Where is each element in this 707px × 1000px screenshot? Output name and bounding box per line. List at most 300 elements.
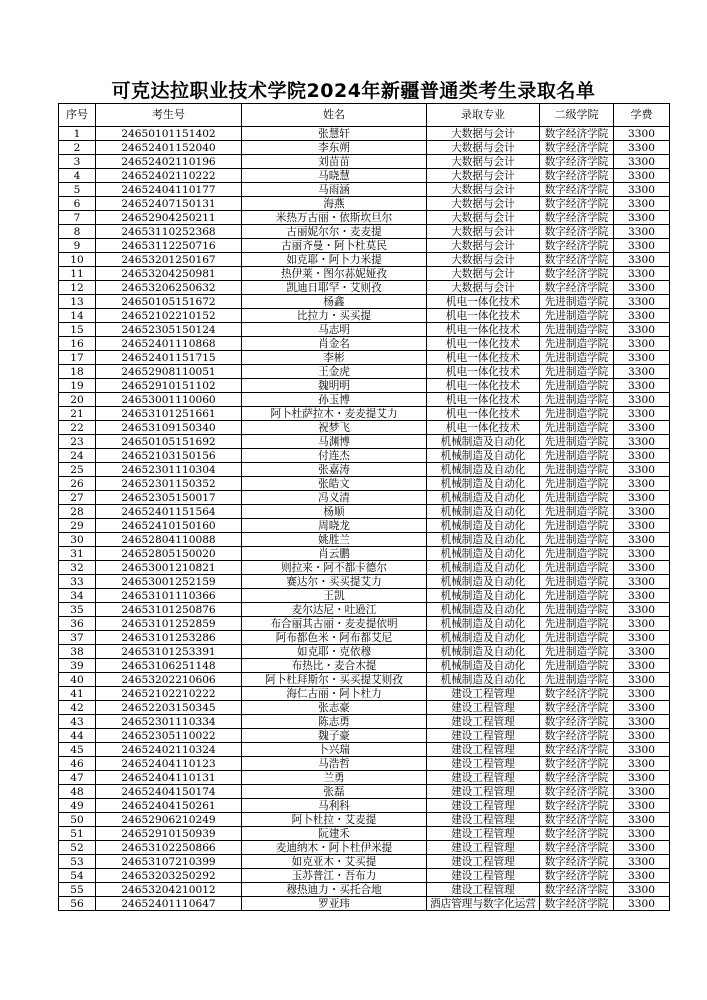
cell-major: 大数据与会计 (427, 183, 540, 197)
cell-fee: 3300 (614, 141, 670, 155)
cell-seq: 55 (59, 883, 96, 897)
table-row (59, 407, 670, 421)
cell-seq: 8 (59, 225, 96, 239)
cell-college: 数字经济学院 (540, 799, 614, 813)
cell-name: 王金虎 (242, 365, 427, 379)
cell-exam-id: 24652910150939 (96, 827, 242, 841)
cell-major: 机械制造及自动化 (427, 631, 540, 645)
table-row (59, 267, 670, 281)
table-row (59, 435, 670, 449)
cell-exam-id: 24653101110366 (96, 589, 242, 603)
cell-major: 机电一体化技术 (427, 309, 540, 323)
cell-seq: 45 (59, 743, 96, 757)
cell-fee: 3300 (614, 253, 670, 267)
cell-college: 先进制造学院 (540, 505, 614, 519)
cell-name: 肖云鹏 (242, 547, 427, 561)
cell-name: 孙玉博 (242, 393, 427, 407)
cell-major: 机械制造及自动化 (427, 519, 540, 533)
cell-seq: 53 (59, 855, 96, 869)
cell-seq: 19 (59, 379, 96, 393)
cell-college: 数字经济学院 (540, 785, 614, 799)
table-row (59, 337, 670, 351)
cell-seq: 2 (59, 141, 96, 155)
table-row (59, 225, 670, 239)
table-row (59, 883, 670, 897)
cell-exam-id: 24652402110196 (96, 155, 242, 169)
cell-college: 先进制造学院 (540, 519, 614, 533)
cell-seq: 17 (59, 351, 96, 365)
cell-major: 机械制造及自动化 (427, 561, 540, 575)
cell-fee: 3300 (614, 309, 670, 323)
cell-name: 阿卜杜拜斯尔・买买提艾则孜 (242, 673, 427, 687)
cell-name: 如克亚木・艾买提 (242, 855, 427, 869)
cell-exam-id: 24652410150160 (96, 519, 242, 533)
cell-college: 数字经济学院 (540, 771, 614, 785)
cell-name: 比拉力・买买提 (242, 309, 427, 323)
cell-exam-id: 24652407150131 (96, 197, 242, 211)
table-row (59, 757, 670, 771)
table-row (59, 281, 670, 295)
cell-fee: 3300 (614, 785, 670, 799)
cell-seq: 46 (59, 757, 96, 771)
cell-exam-id: 24652804110088 (96, 533, 242, 547)
cell-major: 机电一体化技术 (427, 407, 540, 421)
cell-major: 机械制造及自动化 (427, 575, 540, 589)
cell-major: 机械制造及自动化 (427, 645, 540, 659)
table-row (59, 617, 670, 631)
cell-exam-id: 24652805150020 (96, 547, 242, 561)
table-row (59, 827, 670, 841)
cell-major: 机械制造及自动化 (427, 547, 540, 561)
cell-name: 兰勇 (242, 771, 427, 785)
cell-name: 马晓慧 (242, 169, 427, 183)
cell-fee: 3300 (614, 575, 670, 589)
cell-exam-id: 24652402110324 (96, 743, 242, 757)
cell-major: 机械制造及自动化 (427, 491, 540, 505)
cell-major: 建设工程管理 (427, 757, 540, 771)
cell-college: 先进制造学院 (540, 449, 614, 463)
cell-fee: 3300 (614, 365, 670, 379)
cell-name: 麦尔达尼・吐逊江 (242, 603, 427, 617)
cell-fee: 3300 (614, 491, 670, 505)
cell-major: 机电一体化技术 (427, 365, 540, 379)
cell-college: 数字经济学院 (540, 813, 614, 827)
table-row (59, 687, 670, 701)
cell-exam-id: 24652404110131 (96, 771, 242, 785)
cell-college: 数字经济学院 (540, 687, 614, 701)
cell-seq: 27 (59, 491, 96, 505)
cell-name: 周晓龙 (242, 519, 427, 533)
table-row (59, 365, 670, 379)
cell-seq: 44 (59, 729, 96, 743)
cell-college: 数字经济学院 (540, 715, 614, 729)
cell-seq: 52 (59, 841, 96, 855)
table-row (59, 295, 670, 309)
cell-name: 张磊 (242, 785, 427, 799)
header-name: 姓名 (242, 104, 427, 127)
cell-exam-id: 24652910151102 (96, 379, 242, 393)
table-row (59, 631, 670, 645)
table-row (59, 197, 670, 211)
cell-name: 马志明 (242, 323, 427, 337)
cell-exam-id: 24652402110222 (96, 169, 242, 183)
cell-fee: 3300 (614, 281, 670, 295)
cell-seq: 6 (59, 197, 96, 211)
table-row (59, 211, 670, 225)
admission-table (58, 103, 670, 911)
cell-seq: 25 (59, 463, 96, 477)
cell-name: 玉苏普江・吾布力 (242, 869, 427, 883)
cell-college: 先进制造学院 (540, 407, 614, 421)
table-row (59, 547, 670, 561)
cell-name: 阿卜杜萨拉木・麦麦提艾力 (242, 407, 427, 421)
cell-exam-id: 24652301150352 (96, 477, 242, 491)
cell-major: 大数据与会计 (427, 225, 540, 239)
cell-college: 先进制造学院 (540, 631, 614, 645)
cell-college: 先进制造学院 (540, 645, 614, 659)
cell-seq: 7 (59, 211, 96, 225)
cell-college: 数字经济学院 (540, 169, 614, 183)
cell-exam-id: 24652401152040 (96, 141, 242, 155)
cell-major: 大数据与会计 (427, 169, 540, 183)
cell-name: 李彬 (242, 351, 427, 365)
cell-college: 先进制造学院 (540, 603, 614, 617)
cell-college: 先进制造学院 (540, 435, 614, 449)
cell-seq: 34 (59, 589, 96, 603)
cell-college: 数字经济学院 (540, 757, 614, 771)
cell-college: 数字经济学院 (540, 225, 614, 239)
cell-college: 数字经济学院 (540, 827, 614, 841)
table-row (59, 645, 670, 659)
cell-college: 先进制造学院 (540, 393, 614, 407)
cell-exam-id: 24652906210249 (96, 813, 242, 827)
table-row (59, 505, 670, 519)
cell-college: 数字经济学院 (540, 197, 614, 211)
cell-college: 先进制造学院 (540, 659, 614, 673)
cell-seq: 35 (59, 603, 96, 617)
table-row (59, 309, 670, 323)
cell-seq: 36 (59, 617, 96, 631)
table-row (59, 813, 670, 827)
cell-college: 数字经济学院 (540, 855, 614, 869)
table-row (59, 449, 670, 463)
cell-exam-id: 24652305150124 (96, 323, 242, 337)
cell-college: 先进制造学院 (540, 491, 614, 505)
cell-fee: 3300 (614, 407, 670, 421)
cell-exam-id: 24652404110123 (96, 757, 242, 771)
cell-exam-id: 24652904250211 (96, 211, 242, 225)
cell-name: 布合丽其古丽・麦麦提依明 (242, 617, 427, 631)
cell-college: 先进制造学院 (540, 309, 614, 323)
cell-major: 大数据与会计 (427, 155, 540, 169)
cell-exam-id: 24652908110051 (96, 365, 242, 379)
cell-seq: 4 (59, 169, 96, 183)
cell-college: 先进制造学院 (540, 617, 614, 631)
cell-major: 机电一体化技术 (427, 351, 540, 365)
cell-college: 先进制造学院 (540, 477, 614, 491)
cell-exam-id: 24652401151715 (96, 351, 242, 365)
table-row (59, 701, 670, 715)
cell-seq: 33 (59, 575, 96, 589)
cell-exam-id: 24653001252159 (96, 575, 242, 589)
cell-fee: 3300 (614, 757, 670, 771)
cell-college: 数字经济学院 (540, 281, 614, 295)
cell-name: 马浩哲 (242, 757, 427, 771)
cell-major: 大数据与会计 (427, 267, 540, 281)
cell-seq: 11 (59, 267, 96, 281)
cell-exam-id: 24653102250866 (96, 841, 242, 855)
cell-name: 张慧轩 (242, 127, 427, 141)
cell-major: 建设工程管理 (427, 869, 540, 883)
cell-exam-id: 24653106251148 (96, 659, 242, 673)
header-exam-id: 考生号 (96, 104, 242, 127)
cell-fee: 3300 (614, 449, 670, 463)
cell-seq: 51 (59, 827, 96, 841)
cell-fee: 3300 (614, 799, 670, 813)
cell-major: 机械制造及自动化 (427, 589, 540, 603)
cell-college: 数字经济学院 (540, 743, 614, 757)
table-row (59, 141, 670, 155)
cell-major: 机械制造及自动化 (427, 659, 540, 673)
cell-major: 建设工程管理 (427, 855, 540, 869)
cell-exam-id: 24652401151564 (96, 505, 242, 519)
cell-seq: 49 (59, 799, 96, 813)
cell-college: 数字经济学院 (540, 127, 614, 141)
cell-fee: 3300 (614, 547, 670, 561)
cell-fee: 3300 (614, 421, 670, 435)
cell-exam-id: 24652404110177 (96, 183, 242, 197)
cell-seq: 47 (59, 771, 96, 785)
cell-fee: 3300 (614, 295, 670, 309)
cell-name: 阮建禾 (242, 827, 427, 841)
cell-name: 阿卜杜拉・艾麦提 (242, 813, 427, 827)
cell-fee: 3300 (614, 477, 670, 491)
cell-name: 肖金名 (242, 337, 427, 351)
header-fee: 学费 (614, 104, 670, 127)
cell-name: 张嘉涛 (242, 463, 427, 477)
cell-college: 先进制造学院 (540, 295, 614, 309)
cell-major: 大数据与会计 (427, 141, 540, 155)
cell-fee: 3300 (614, 197, 670, 211)
table-row (59, 379, 670, 393)
table-row (59, 533, 670, 547)
table-row (59, 169, 670, 183)
table-row (59, 477, 670, 491)
header-major: 录取专业 (427, 104, 540, 127)
cell-seq: 22 (59, 421, 96, 435)
cell-college: 数字经济学院 (540, 183, 614, 197)
table-row (59, 771, 670, 785)
cell-fee: 3300 (614, 631, 670, 645)
cell-exam-id: 24653101250876 (96, 603, 242, 617)
cell-major: 建设工程管理 (427, 799, 540, 813)
cell-major: 机械制造及自动化 (427, 463, 540, 477)
cell-name: 马渊博 (242, 435, 427, 449)
cell-fee: 3300 (614, 589, 670, 603)
cell-name: 古丽齐曼・阿卜杜莫民 (242, 239, 427, 253)
cell-college: 先进制造学院 (540, 575, 614, 589)
cell-exam-id: 24653101253286 (96, 631, 242, 645)
table-row (59, 351, 670, 365)
cell-seq: 54 (59, 869, 96, 883)
cell-seq: 30 (59, 533, 96, 547)
cell-name: 马雨涵 (242, 183, 427, 197)
cell-college: 先进制造学院 (540, 421, 614, 435)
cell-major: 机械制造及自动化 (427, 449, 540, 463)
cell-college: 先进制造学院 (540, 337, 614, 351)
cell-exam-id: 24653101253391 (96, 645, 242, 659)
cell-fee: 3300 (614, 645, 670, 659)
cell-seq: 9 (59, 239, 96, 253)
cell-seq: 24 (59, 449, 96, 463)
table-row (59, 729, 670, 743)
cell-college: 先进制造学院 (540, 463, 614, 477)
cell-major: 大数据与会计 (427, 127, 540, 141)
cell-name: 米热万古丽・依斯坎旦尔 (242, 211, 427, 225)
cell-exam-id: 24653109150340 (96, 421, 242, 435)
cell-seq: 31 (59, 547, 96, 561)
table-row (59, 491, 670, 505)
cell-major: 机电一体化技术 (427, 337, 540, 351)
cell-name: 魏明明 (242, 379, 427, 393)
cell-fee: 3300 (614, 841, 670, 855)
cell-exam-id: 24653203250292 (96, 869, 242, 883)
cell-exam-id: 24652102210222 (96, 687, 242, 701)
cell-fee: 3300 (614, 211, 670, 225)
cell-major: 大数据与会计 (427, 197, 540, 211)
cell-name: 阿布都色米・阿布都艾尼 (242, 631, 427, 645)
cell-fee: 3300 (614, 505, 670, 519)
cell-college: 先进制造学院 (540, 323, 614, 337)
cell-exam-id: 24652404150261 (96, 799, 242, 813)
cell-seq: 39 (59, 659, 96, 673)
cell-exam-id: 24653206250632 (96, 281, 242, 295)
cell-seq: 5 (59, 183, 96, 197)
cell-major: 建设工程管理 (427, 841, 540, 855)
cell-exam-id: 24652102210152 (96, 309, 242, 323)
cell-seq: 13 (59, 295, 96, 309)
cell-fee: 3300 (614, 463, 670, 477)
cell-fee: 3300 (614, 183, 670, 197)
cell-college: 数字经济学院 (540, 841, 614, 855)
cell-seq: 1 (59, 127, 96, 141)
header-seq: 序号 (59, 104, 96, 127)
cell-fee: 3300 (614, 267, 670, 281)
cell-name: 杨鑫 (242, 295, 427, 309)
cell-name: 张志豪 (242, 701, 427, 715)
table-row (59, 715, 670, 729)
cell-name: 姚胜兰 (242, 533, 427, 547)
cell-name: 杨顺 (242, 505, 427, 519)
cell-college: 数字经济学院 (540, 701, 614, 715)
cell-major: 大数据与会计 (427, 281, 540, 295)
cell-college: 数字经济学院 (540, 729, 614, 743)
cell-seq: 14 (59, 309, 96, 323)
page-title: 可克达拉职业技术学院2024年新疆普通类考生录取名单 (111, 80, 596, 102)
cell-name: 卜兴瑞 (242, 743, 427, 757)
cell-major: 建设工程管理 (427, 687, 540, 701)
cell-fee: 3300 (614, 897, 670, 911)
cell-fee: 3300 (614, 169, 670, 183)
cell-seq: 48 (59, 785, 96, 799)
cell-major: 机电一体化技术 (427, 421, 540, 435)
cell-seq: 26 (59, 477, 96, 491)
cell-fee: 3300 (614, 127, 670, 141)
cell-name: 则拉来・阿不都卡德尔 (242, 561, 427, 575)
table-row (59, 841, 670, 855)
cell-seq: 3 (59, 155, 96, 169)
cell-seq: 21 (59, 407, 96, 421)
cell-major: 机电一体化技术 (427, 379, 540, 393)
cell-fee: 3300 (614, 225, 670, 239)
cell-major: 建设工程管理 (427, 743, 540, 757)
table-row (59, 519, 670, 533)
cell-college: 先进制造学院 (540, 533, 614, 547)
cell-fee: 3300 (614, 155, 670, 169)
cell-major: 大数据与会计 (427, 239, 540, 253)
cell-major: 建设工程管理 (427, 813, 540, 827)
cell-name: 王凯 (242, 589, 427, 603)
cell-exam-id: 24652401110868 (96, 337, 242, 351)
cell-seq: 32 (59, 561, 96, 575)
cell-fee: 3300 (614, 883, 670, 897)
cell-seq: 40 (59, 673, 96, 687)
cell-name: 陈志勇 (242, 715, 427, 729)
table-body (59, 127, 670, 911)
cell-name: 马利科 (242, 799, 427, 813)
cell-name: 布热比・麦合木提 (242, 659, 427, 673)
cell-major: 机电一体化技术 (427, 295, 540, 309)
table-row (59, 659, 670, 673)
table-row (59, 323, 670, 337)
cell-major: 机电一体化技术 (427, 393, 540, 407)
cell-fee: 3300 (614, 617, 670, 631)
cell-exam-id: 24653101252859 (96, 617, 242, 631)
cell-seq: 41 (59, 687, 96, 701)
cell-major: 大数据与会计 (427, 211, 540, 225)
cell-exam-id: 24652401110647 (96, 897, 242, 911)
cell-seq: 12 (59, 281, 96, 295)
cell-major: 大数据与会计 (427, 253, 540, 267)
cell-name: 穆热迪力・买托合地 (242, 883, 427, 897)
cell-fee: 3300 (614, 673, 670, 687)
cell-college: 数字经济学院 (540, 155, 614, 169)
cell-exam-id: 24653201250167 (96, 253, 242, 267)
cell-seq: 20 (59, 393, 96, 407)
cell-name: 魏子豪 (242, 729, 427, 743)
cell-major: 机电一体化技术 (427, 323, 540, 337)
cell-exam-id: 24653001110060 (96, 393, 242, 407)
cell-exam-id: 24650101151402 (96, 127, 242, 141)
cell-major: 建设工程管理 (427, 771, 540, 785)
cell-fee: 3300 (614, 869, 670, 883)
cell-seq: 23 (59, 435, 96, 449)
cell-name: 凯迪日耶罕・艾则孜 (242, 281, 427, 295)
cell-name: 李东朔 (242, 141, 427, 155)
cell-exam-id: 24653107210399 (96, 855, 242, 869)
cell-exam-id: 24653202210606 (96, 673, 242, 687)
cell-college: 先进制造学院 (540, 589, 614, 603)
cell-name: 张皓文 (242, 477, 427, 491)
cell-name: 古丽妮尔尔・麦麦提 (242, 225, 427, 239)
cell-exam-id: 24652404150174 (96, 785, 242, 799)
cell-fee: 3300 (614, 603, 670, 617)
cell-fee: 3300 (614, 771, 670, 785)
table-row (59, 421, 670, 435)
cell-name: 热伊莱・图尔荪妮娅孜 (242, 267, 427, 281)
table-row (59, 897, 670, 911)
cell-college: 数字经济学院 (540, 253, 614, 267)
